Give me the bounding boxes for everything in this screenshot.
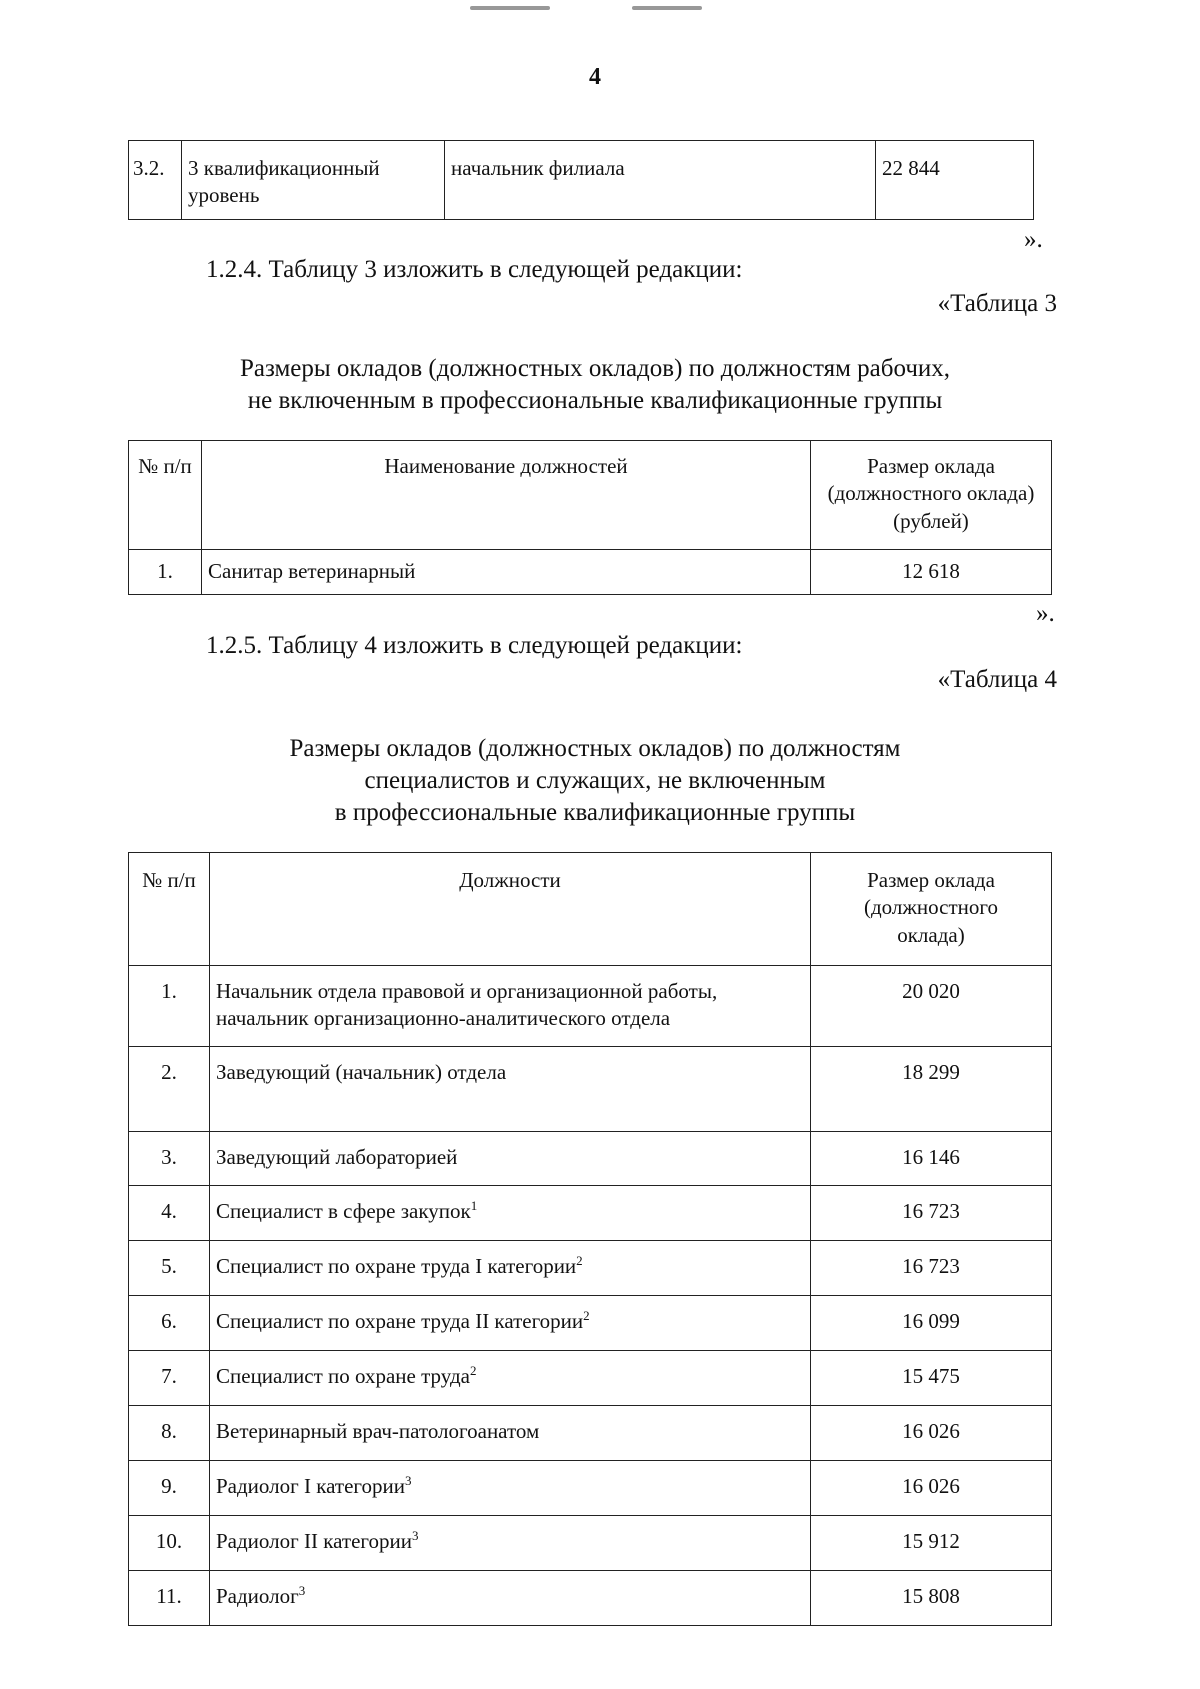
cell-salary: 20 020: [811, 966, 1052, 1047]
table-row: [129, 1047, 1052, 1132]
position-name: Специалист по охране труда II категории: [216, 1309, 584, 1333]
cell-name: [210, 1516, 811, 1571]
footnote-marker: 2: [583, 1308, 590, 1323]
table-4-title: [0, 733, 1190, 829]
cell-name: [210, 1241, 811, 1296]
position-name: Начальник отдела правовой и организационной работы, начальник организационно-аналитического отдела: [216, 979, 718, 1031]
top-table: [128, 140, 1034, 220]
table-row: [129, 141, 1034, 220]
position-name: Радиолог I категории: [216, 1474, 405, 1498]
table-4: [128, 852, 1052, 1626]
cell-salary: 16 146: [811, 1132, 1052, 1186]
cell-num: 7.: [129, 1351, 210, 1406]
cell-num: 1.: [129, 550, 202, 595]
position-name: Радиолог: [216, 1584, 299, 1608]
position-name: Заведующий лабораторией: [216, 1145, 458, 1169]
cell-salary: 16 723: [811, 1186, 1052, 1241]
cell-salary: 16 099: [811, 1296, 1052, 1351]
cell-num: 4.: [129, 1186, 210, 1241]
footnote-marker: 3: [404, 1473, 412, 1488]
cell-salary: 16 026: [811, 1461, 1052, 1516]
position-name: Специалист по охране труда: [216, 1364, 470, 1388]
page-number: 4: [589, 64, 601, 90]
cell-salary: 16 723: [811, 1241, 1052, 1296]
cell-salary: 18 299: [811, 1047, 1052, 1132]
header-num: № п/п: [129, 853, 210, 966]
header-num: № п/п: [129, 441, 202, 550]
cell-name: Санитар ветеринарный: [202, 550, 811, 595]
table-3: [128, 440, 1052, 595]
position-name: Заведующий (начальник) отдела: [216, 1060, 507, 1084]
close-quote: ».: [1036, 600, 1055, 627]
position-name: Специалист в сфере закупок: [216, 1199, 471, 1223]
cell-name: [210, 1461, 811, 1516]
table-row: [129, 1186, 1052, 1241]
title-line: Размеры окладов (должностных окладов) по должностям рабочих,: [239, 355, 951, 382]
cell-num: 1.: [129, 966, 210, 1047]
table-row: [129, 1241, 1052, 1296]
cell-name: [210, 1351, 811, 1406]
cell-num: 3.2.: [129, 141, 182, 220]
cell-num: 2.: [129, 1047, 210, 1132]
table-row: [129, 1461, 1052, 1516]
cell-name: [210, 966, 811, 1047]
footnote-marker: 2: [576, 1253, 583, 1268]
table-4-label: «Таблица 4: [937, 666, 1057, 693]
table-row: [129, 966, 1052, 1047]
table-row: [129, 1351, 1052, 1406]
table-header-row: [129, 441, 1052, 550]
table-row: [129, 1516, 1052, 1571]
footnote-marker: 1: [470, 1198, 478, 1213]
cell-name: [210, 1296, 811, 1351]
position-name: Ветеринарный врач-патологоанатом: [216, 1419, 540, 1443]
title-line: в профессиональные квалификационные группы: [334, 799, 856, 826]
position-name: Специалист по охране труда I категории: [216, 1254, 577, 1278]
position-name: Радиолог II категории: [216, 1529, 412, 1553]
cell-salary: 16 026: [811, 1406, 1052, 1461]
header-name: Наименование должностей: [202, 441, 811, 550]
cell-num: 6.: [129, 1296, 210, 1351]
table-row: [129, 1571, 1052, 1626]
footnote-marker: 3: [298, 1583, 306, 1598]
header-name: Должности: [210, 853, 811, 966]
cell-level: 3 квалификационный уровень: [182, 141, 445, 220]
header-salary: Размер оклада (должностного оклада) (рублей): [811, 441, 1052, 550]
cell-salary: 15 808: [811, 1571, 1052, 1626]
scan-artifact: [632, 6, 702, 10]
title-line: не включенным в профессиональные квалификационные группы: [247, 387, 943, 414]
header-salary: Размер оклада (должностного оклада): [811, 853, 1052, 966]
close-quote: ».: [1024, 226, 1043, 253]
footnote-marker: 3: [411, 1528, 419, 1543]
cell-salary: 12 618: [811, 550, 1052, 595]
title-line: специалистов и служащих, не включенным: [364, 767, 826, 794]
cell-name: [210, 1571, 811, 1626]
instruction-125: 1.2.5. Таблицу 4 изложить в следующей редакции:: [206, 632, 743, 659]
cell-num: 10.: [129, 1516, 210, 1571]
instruction-124: 1.2.4. Таблицу 3 изложить в следующей редакции:: [206, 256, 743, 283]
table-row: [129, 1296, 1052, 1351]
cell-num: 5.: [129, 1241, 210, 1296]
table-row: [129, 1406, 1052, 1461]
cell-num: 9.: [129, 1461, 210, 1516]
table-header-row: [129, 853, 1052, 966]
title-line: Размеры окладов (должностных окладов) по должностям: [289, 735, 901, 762]
table-row: [129, 550, 1052, 595]
table-3-title: [0, 353, 1190, 417]
cell-num: 11.: [129, 1571, 210, 1626]
scan-artifact: [470, 6, 550, 10]
cell-name: [210, 1132, 811, 1186]
cell-num: 8.: [129, 1406, 210, 1461]
table-3-label: «Таблица 3: [937, 290, 1057, 317]
cell-name: [210, 1186, 811, 1241]
cell-num: 3.: [129, 1132, 210, 1186]
cell-salary: 15 912: [811, 1516, 1052, 1571]
cell-salary: 15 475: [811, 1351, 1052, 1406]
cell-name: [210, 1047, 811, 1132]
table-row: [129, 1132, 1052, 1186]
cell-position: начальник филиала: [445, 141, 876, 220]
cell-salary: 22 844: [876, 141, 1034, 220]
cell-name: [210, 1406, 811, 1461]
footnote-marker: 2: [469, 1363, 477, 1378]
